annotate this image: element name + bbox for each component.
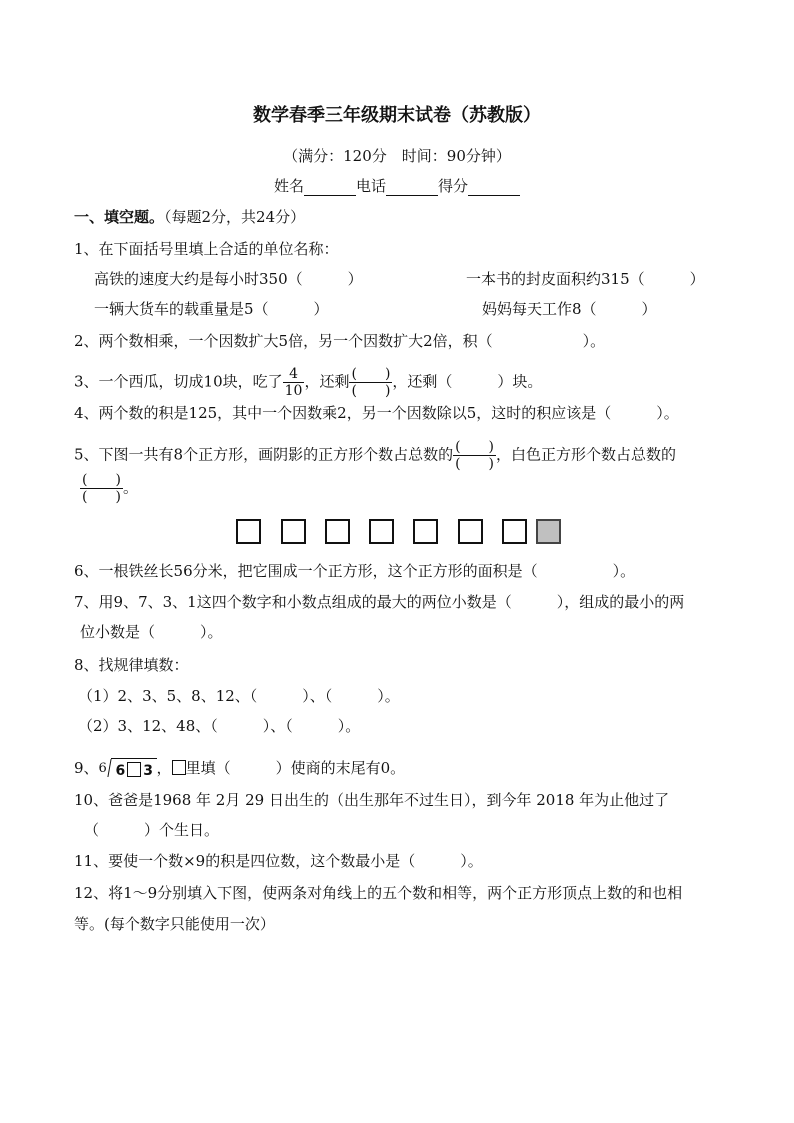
q10-line1: 10、爸爸是1968 年 2月 29 日出生的（出生那年不过生日），到今年 2018 年为止他过了 (74, 791, 670, 809)
q3 (74, 366, 542, 399)
q9-mid: 里填（ ）使商的末尾有0。 (185, 759, 406, 777)
q5-blank-denominator-1[interactable]: ( ) (455, 456, 495, 472)
shaded-square (536, 519, 561, 544)
q5-second (80, 472, 138, 505)
page-title: 数学春季三年级期末试卷（苏教版） (253, 105, 541, 126)
q6: 6、一根铁丝长56分米，把它围成一个正方形，这个正方形的面积是（ ）。 (74, 562, 636, 580)
q7-line1: 7、用9、7、3、1这四个数字和小数点组成的最大的两位小数是（ ），组成的最小的两 (74, 593, 685, 611)
section-title: 一、填空题。 (74, 208, 165, 226)
q1-a: 高铁的速度大约是每小时350（ ） (94, 270, 363, 288)
q3-mid: ，还剩 (304, 372, 350, 391)
q9-prefix: 9、 (74, 759, 99, 777)
q7-line2: 位小数是（ ）。 (80, 623, 223, 641)
q5-blank-fraction-2[interactable] (80, 472, 123, 505)
q3-blank-numerator[interactable]: ( ) (351, 366, 391, 382)
q5-blank-numerator-2[interactable]: ( ) (82, 472, 121, 488)
white-square (236, 519, 261, 544)
phone-label: 电话 (355, 177, 386, 195)
q5-blank-denominator-2[interactable]: ( ) (82, 489, 121, 505)
inline-box-icon (172, 760, 186, 775)
q5-pre: 5、下图一共有8个正方形，画阴影的正方形个数占总数的 (74, 445, 454, 464)
q5-blank-numerator-1[interactable]: ( ) (455, 439, 495, 455)
q1-c: 一辆大货车的载重量是5（ ） (94, 300, 329, 318)
q4: 4、两个数的积是125，其中一个因数乘2，另一个因数除以5，这时的积应该是（ ）。 (74, 404, 679, 422)
q3-blank-denominator[interactable]: ( ) (351, 383, 391, 399)
dividend-digit-a: 6 (115, 763, 126, 779)
long-division (99, 758, 157, 780)
section-heading (74, 207, 305, 227)
q3-post: ，还剩（ ）块。 (392, 372, 543, 391)
white-square (413, 519, 438, 544)
q3-fraction (283, 366, 305, 399)
phone-blank[interactable] (386, 179, 438, 196)
name-label: 姓名 (273, 177, 304, 195)
section-note: （每题2分，共24分） (164, 208, 306, 226)
q12-line2: 等。(每个数字只能使用一次） (74, 915, 275, 933)
white-square (281, 519, 306, 544)
q2: 2、两个数相乘，一个因数扩大5倍，另一个因数扩大2倍，积（ ）。 (74, 332, 606, 350)
divisor: 6 (98, 761, 107, 776)
q12-line1: 12、将1～9分别填入下图，使两条对角线上的五个数和相等，两个正方形顶点上数的和也相 (74, 884, 683, 902)
name-blank[interactable] (304, 179, 356, 196)
q5-mid: ，白色正方形个数占总数的 (496, 445, 677, 464)
q3-blank-fraction[interactable] (349, 366, 392, 399)
white-square (458, 519, 483, 544)
q8-b: （2）3、12、48、（ ）、（ ）。 (78, 717, 361, 735)
subtitle: （满分：120分 时间：90分钟） (283, 147, 511, 165)
white-square (325, 519, 350, 544)
q8-a: （1）2、3、5、8、12、（ ）、（ ）。 (78, 687, 400, 705)
q1-b: 一本书的封皮面积约315（ ） (466, 270, 705, 288)
dividend-box[interactable] (127, 762, 141, 777)
white-square (369, 519, 394, 544)
q5-blank-fraction-1[interactable] (453, 439, 496, 472)
q5-end: 。 (122, 478, 138, 497)
q3-numerator: 4 (283, 366, 305, 383)
q10-line2: （ ）个生日。 (84, 821, 220, 839)
q3-pre: 3、一个西瓜，切成10块，吃了 (74, 372, 283, 391)
q8-text: 8、找规律填数： (74, 656, 189, 674)
q5 (74, 439, 676, 472)
q11: 11、要使一个数×9的积是四位数，这个数最小是（ ）。 (74, 852, 483, 870)
score-label: 得分 (438, 177, 469, 195)
white-square (502, 519, 527, 544)
q3-denominator: 10 (284, 383, 303, 399)
q1-text: 1、在下面括号里填上合适的单位名称： (74, 240, 339, 258)
q9 (74, 757, 405, 780)
info-line (0, 176, 794, 196)
score-blank[interactable] (468, 179, 520, 196)
dividend (116, 760, 154, 782)
dividend-digit-b: 3 (143, 763, 154, 779)
q1-d: 妈妈每天工作8（ ） (482, 300, 657, 318)
q9-comma: ， (156, 759, 172, 777)
